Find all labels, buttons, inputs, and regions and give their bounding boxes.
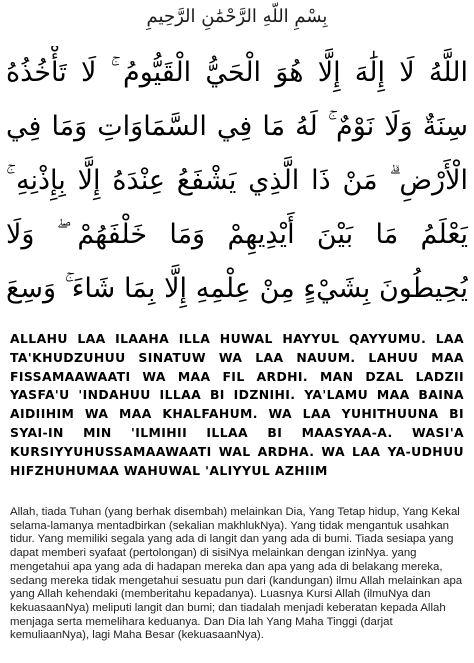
arabic-verse-text: اللَّهُ لَا إِلَٰهَ إِلَّا هُوَ الْحَيُّ الْقَيُّومُ ۚ لَا تَأْخُذُهُ سِنَةٌ وَلَا نَوْمٌ ۚ لَهُ مَا فِي السَّمَاوَاتِ وَمَا فِي الْأَرْضِ ۗ مَنْ ذَا الَّذِي يَشْفَعُ عِنْدَهُ إِلَّا بِإِذْنِهِ ۚ يَعْلَمُ مَا بَيْنَ أَيْدِيهِمْ وَمَا خَلْفَهُمْ ۖ وَلَا يُحِيطُونَ بِشَيْءٍ مِنْ عِلْمِهِ إِلَّا بِمَا شَاءَ ۚ وَسِعَ	[6, 57, 468, 304]
arabic-verse	[6, 46, 468, 318]
transliteration-paragraph: ALLAHU LAA ILAAHA ILLA HUWAL HAYYUL QAYYUMU. LAA TA'KHUDZUHUU SINATUW WA LAA NAUUM. LAHUU MAA FISSAMAAWAATI WA MAA FIL ARDHI. MAN DZAL LADZII YASFA'U 'INDAHUU ILLAA BI IDZNIHI. YA'LAMU MAA BAINA AIDIIHIM WA MAA KHALFAHUM. WA LAA YUHITHUUNA BI SYAI-IN MIN 'ILMIHII ILLAA BI MAASYAA-A. WASI'A KURSIYYUHUSSAMAAWAATI WAL ARDHA. WA LAA YA-UDHUU HIFZHUHUMAA WAHUWAL 'ALIYYUL AZHIIM	[10, 331, 464, 478]
basmala-calligraphy: بِسْمِ اللَّهِ الرَّحْمَٰنِ الرَّحِيمِ	[146, 6, 328, 27]
translation-paragraph: Allah, tiada Tuhan (yang berhak disembah) melainkan Dia, Yang Tetap hidup, Yang Kekal selama-lamanya mentadbirkan (sekalian makhlukNya). Yang tidak mengantuk usahkan tidur. Yang memiliki segala yang ada di langit dan yang ada di bumi. Tiada sesiapa yang dapat memberi syafaat (pertolongan) di sisiNya melainkan dengan izinNya. yang mengetahui apa yang ada di hadapan mereka dan apa yang ada di belakang mereka, sedang mereka tidak mengetahui sesuatu pun dari (kandungan) ilmu Allah melainkan apa yang Allah kehendaki (memberitahu kepadanya). Luasnya Kursi Allah (ilmuNya dan kekuasaanNya) meliputi langit dan bumi; dan tiadalah menjadi keberatan kepada Allah menjaga serta memelihara keduanya. Dan Dia lah Yang Maha Tinggi (darjat kemuliaanNya), lagi Maha Besar (kekuasaanNya).	[10, 506, 463, 642]
